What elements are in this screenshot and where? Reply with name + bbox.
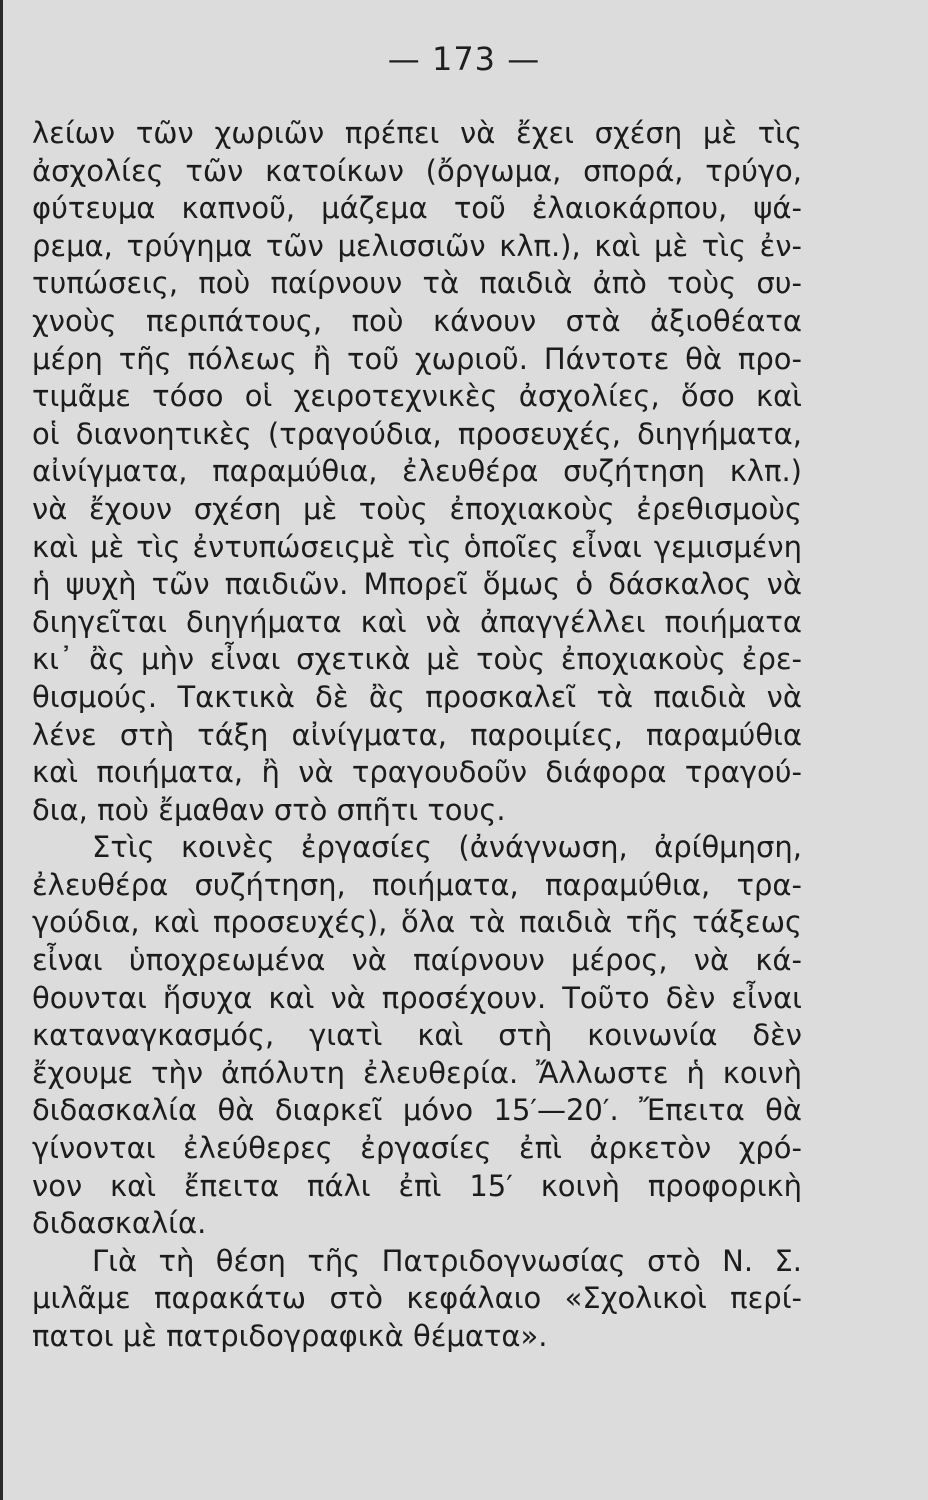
- text-line: κι᾿ ἂς μὴν εἶναι σχετικὰ μὲ τοὺς ἐποχιακοὺς ἐρε-: [32, 642, 802, 677]
- text-line: διδασκαλία θὰ διαρκεῖ μόνο 15′—20′. Ἔπειτα θὰ: [32, 1093, 802, 1128]
- text-line: Γιὰ τὴ θέση τῆς Πατριδογνωσίας στὸ Ν. Σ.: [92, 1243, 802, 1278]
- text-line: ἐλευθέρα συζήτηση, ποιήματα, παραμύθια, τρα-: [32, 867, 802, 902]
- text-line: δια, ποὺ ἔμαθαν στὸ σπῆτι τους.: [32, 792, 506, 827]
- text-line: λείων τῶν χωριῶν πρέπει νὰ ἔχει σχέση μὲ τὶς: [32, 116, 802, 150]
- text-line: τιμᾶμε τόσο οἱ χειροτεχνικὲς ἀσχολίες, ὅσο καὶ: [32, 379, 802, 414]
- text-line: διηγεῖται διηγήματα καὶ νὰ ἀπαγγέλλει ποιήματα: [32, 604, 802, 639]
- text-line: ἡ ψυχὴ τῶν παιδιῶν. Μπορεῖ ὅμως ὁ δάσκαλος νὰ: [32, 567, 802, 602]
- text-line: διδασκαλία.: [32, 1206, 207, 1241]
- text-line: οἱ διανοητικὲς (τραγούδια, προσευχές, διηγήματα,: [32, 416, 802, 451]
- paragraph-1: [32, 115, 802, 829]
- text-line: ἔχουμε τὴν ἀπόλυτη ἐλευθερία. Ἄλλωστε ἡ κοινὴ: [32, 1055, 802, 1090]
- text-line: θουνται ἥσυχα καὶ νὰ προσέχουν. Τοῦτο δὲν εἶναι: [32, 980, 802, 1015]
- text-line: νον καὶ ἔπειτα πάλι ἐπὶ 15′ κοινὴ προφορικὴ: [32, 1168, 802, 1203]
- text-line: νὰ ἔχουν σχέση μὲ τοὺς ἐποχιακοὺς ἐρεθισμοὺς: [32, 491, 802, 526]
- text-line: ρεμα, τρύγημα τῶν μελισσιῶν κλπ.), καὶ μὲ τὶς ἐν-: [32, 228, 802, 263]
- text-line: γούδια, καὶ προσευχές), ὅλα τὰ παιδιὰ τῆς τάξεως: [32, 905, 802, 940]
- text-line: καὶ ποιήματα, ἢ νὰ τραγουδοῦν διάφορα τραγού-: [32, 755, 802, 790]
- text-line: μέρη τῆς πόλεως ἢ τοῦ χωριοῦ. Πάντοτε θὰ προ-: [32, 341, 802, 376]
- text-line: ἀσχολίες τῶν κατοίκων (ὄργωμα, σπορά, τρύγο,: [32, 153, 802, 188]
- text-line: λένε στὴ τάξη αἰνίγματα, παροιμίες, παραμύθια: [32, 717, 802, 752]
- text-line: θισμούς. Τακτικὰ δὲ ἂς προσκαλεῖ τὰ παιδιὰ νὰ: [32, 679, 802, 714]
- text-line: καὶ μὲ τὶς ἐντυπώσειςμὲ τὶς ὁποῖες εἶναι γεμισμένη: [32, 529, 802, 564]
- text-line: φύτευμα καπνοῦ, μάζεμα τοῦ ἐλαιοκάρπου, ψά-: [32, 191, 802, 226]
- text-line: Στὶς κοινὲς ἐργασίες (ἀνάγνωση, ἀρίθμηση,: [92, 830, 802, 865]
- text-line: χνοὺς περιπάτους, ποὺ κάνουν στὰ ἀξιοθέατα: [32, 303, 802, 338]
- text-line: εἶναι ὑποχρεωμένα νὰ παίρνουν μέρος, νὰ κά-: [32, 943, 802, 978]
- text-line: καταναγκασμός, γιατὶ καὶ στὴ κοινωνία δὲν: [32, 1018, 802, 1053]
- paragraph-2: [32, 829, 802, 1243]
- text-line: πατοι μὲ πατριδογραφικὰ θέματα».: [32, 1319, 548, 1353]
- text-line: μιλᾶμε παρακάτω στὸ κεφάλαιο «Σχολικοὶ περί-: [32, 1281, 802, 1316]
- paragraph-3: [32, 1243, 802, 1356]
- page-number: — 173 —: [387, 40, 541, 78]
- text-line: τυπώσεις, ποὺ παίρνουν τὰ παιδιὰ ἀπὸ τοὺς συ-: [32, 266, 802, 301]
- body-text: [32, 115, 802, 1356]
- text-line: γίνονται ἐλεύθερες ἐργασίες ἐπὶ ἀρκετὸν χρό-: [32, 1131, 802, 1166]
- text-line: αἰνίγματα, παραμύθια, ἐλευθέρα συζήτηση κλπ.): [32, 454, 802, 489]
